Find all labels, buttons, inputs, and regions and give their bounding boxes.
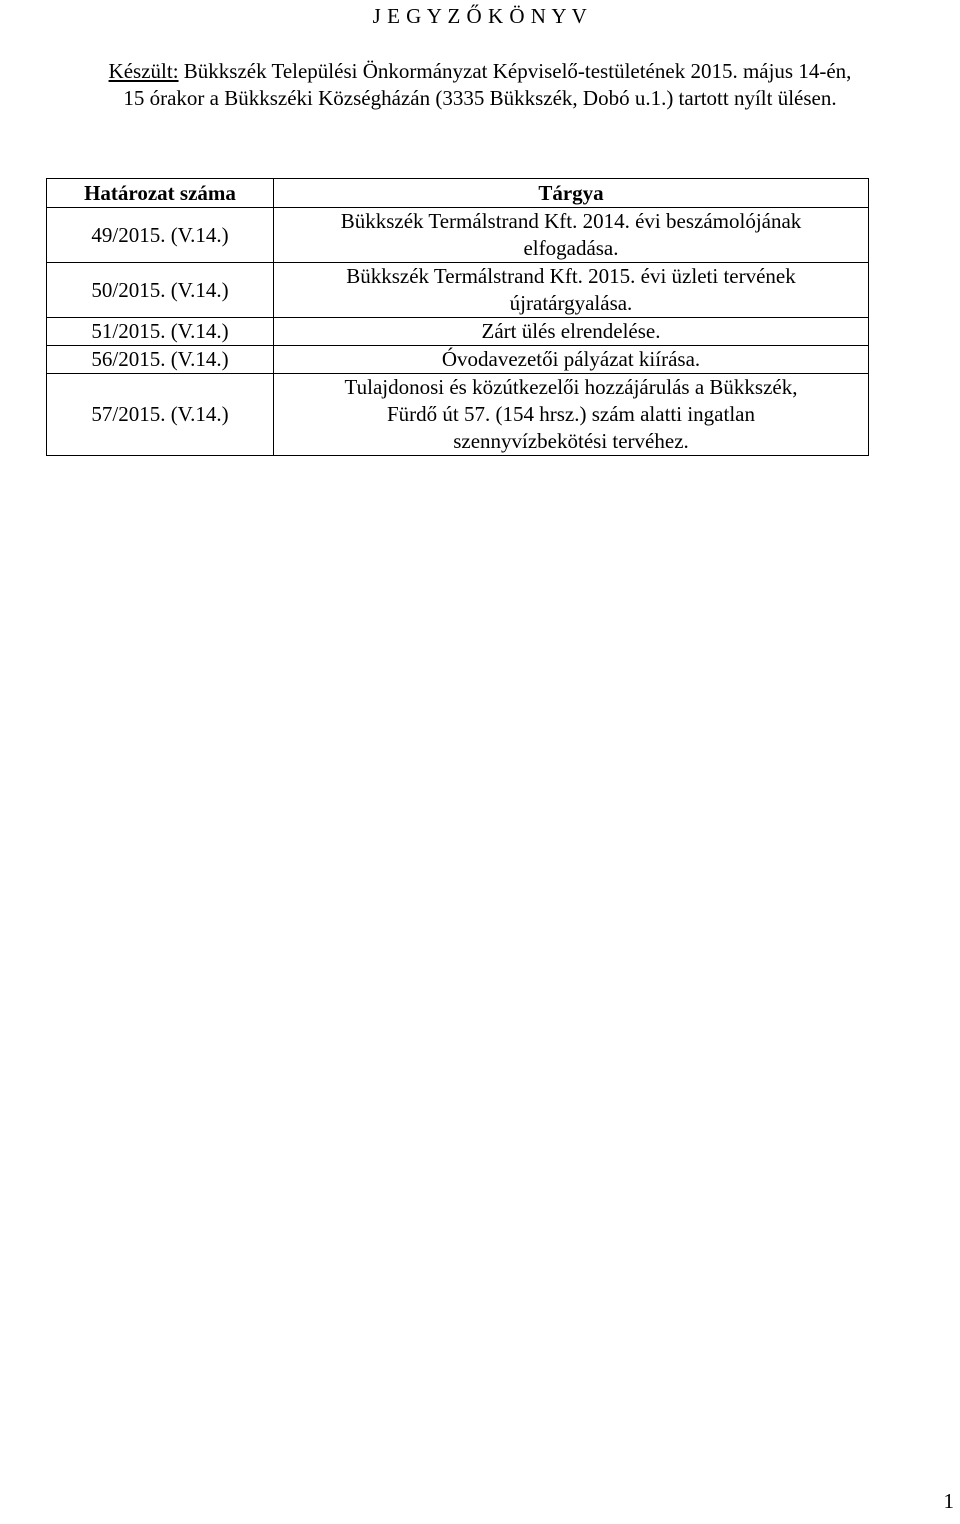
header-subject: Tárgya — [274, 179, 869, 208]
decisions-table — [46, 178, 869, 456]
intro-line-2: 15 órakor a Bükkszéki Községházán (3335 Bükkszék, Dobó u.1.) tartott nyílt ülésen. — [123, 86, 837, 110]
subject-line: újratárgyalása. — [509, 291, 633, 315]
decision-number: 51/2015. (V.14.) — [47, 318, 274, 346]
decision-number: 56/2015. (V.14.) — [47, 346, 274, 374]
page-number: 1 — [943, 1489, 954, 1513]
subject-line: Fürdő út 57. (154 hrsz.) szám alatti ingatlan — [386, 402, 755, 426]
decision-subject — [274, 263, 869, 318]
subject-line: Óvodavezetői pályázat kiírása. — [441, 347, 701, 371]
subject-line: szennyvízbekötési tervéhez. — [453, 429, 689, 453]
header-decision-number: Határozat száma — [47, 179, 274, 208]
table-row — [47, 208, 869, 263]
subject-line: Bükkszék Termálstrand Kft. 2014. évi beszámolójának — [340, 209, 802, 233]
document-title: J E G Y Z Ő K Ö N Y V — [372, 4, 588, 28]
decision-subject — [274, 346, 869, 374]
decision-number: 49/2015. (V.14.) — [47, 208, 274, 263]
intro-line-1-text: Bükkszék Települési Önkormányzat Képviselő-testületének 2015. május 14-én, — [178, 59, 852, 83]
subject-line: Bükkszék Termálstrand Kft. 2015. évi üzleti tervének — [346, 264, 796, 288]
intro-paragraph — [0, 58, 960, 112]
intro-label: Készült: — [108, 59, 179, 83]
table-row — [47, 374, 869, 456]
table-row — [47, 346, 869, 374]
table-row — [47, 318, 869, 346]
subject-line: elfogadása. — [523, 236, 619, 260]
intro-line-1 — [0, 58, 960, 85]
decision-number: 57/2015. (V.14.) — [47, 374, 274, 456]
decision-number: 50/2015. (V.14.) — [47, 263, 274, 318]
table-header-row — [47, 179, 869, 208]
decision-subject — [274, 318, 869, 346]
decision-subject — [274, 208, 869, 263]
decision-subject — [274, 374, 869, 456]
subject-line: Zárt ülés elrendelése. — [481, 319, 661, 343]
subject-line: Tulajdonosi és közútkezelői hozzájárulás a Bükkszék, — [344, 375, 798, 399]
table-row — [47, 263, 869, 318]
